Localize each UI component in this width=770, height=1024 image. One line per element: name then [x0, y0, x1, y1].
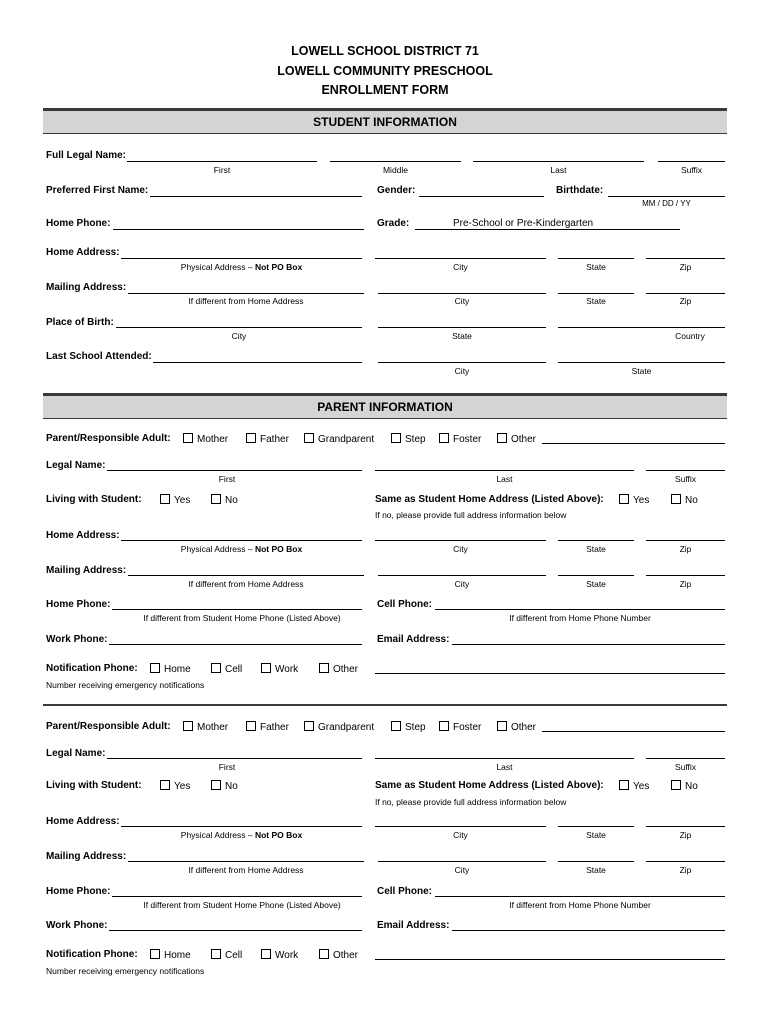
other-relation-field[interactable] [542, 731, 725, 732]
parent2-mailing-address-label: Mailing Address: [46, 851, 127, 862]
if-diff-home-phone-caption: If different from Home Phone Number [509, 900, 651, 910]
physical-address-caption: Physical Address – Not PO Box [180, 830, 303, 840]
living-yes-checkbox[interactable] [160, 780, 170, 790]
same-no-checkbox[interactable] [671, 494, 681, 504]
notify-work-checkbox[interactable] [261, 949, 271, 959]
responsible-adult-label: Parent/Responsible Adult: [46, 721, 171, 732]
student-physical-address-caption: Physical Address – Not PO Box [180, 262, 303, 272]
same-as-student-label: Same as Student Home Address (Listed Above): [375, 494, 604, 505]
preferred-first-name-label: Preferred First Name: [46, 185, 149, 196]
last-school-state-field[interactable] [558, 362, 725, 363]
responsible-adult-label: Parent/Responsible Adult: [46, 433, 171, 444]
last-name-field[interactable] [473, 161, 644, 162]
suffix-field[interactable] [658, 161, 725, 162]
date-format-caption: MM / DD / YY [642, 199, 691, 208]
same-yes-checkbox[interactable] [619, 494, 629, 504]
living-yes-option[interactable]: Yes [160, 494, 190, 506]
first-caption: First [218, 762, 236, 772]
suffix-caption: Suffix [674, 762, 697, 772]
birthdate-label: Birthdate: [556, 185, 604, 196]
other-relation-field[interactable] [542, 443, 725, 444]
parent1-mailing-street-field[interactable] [128, 575, 364, 576]
parent1-mailing-city-field[interactable] [378, 575, 546, 576]
parent-section-title: PARENT INFORMATION [317, 400, 453, 414]
city-caption: City [453, 544, 468, 554]
notification-note: Number receiving emergency notifications [46, 966, 205, 976]
student-mailing-city-field[interactable] [378, 293, 546, 294]
parent1-home-address-label: Home Address: [46, 530, 120, 541]
gender-field[interactable] [419, 196, 544, 197]
parent2-mailing-city-field[interactable] [378, 861, 546, 862]
student-mailing-address-label: Mailing Address: [46, 282, 127, 293]
same-yes-checkbox[interactable] [619, 780, 629, 790]
living-with-student-label: Living with Student: [46, 780, 142, 791]
zip-caption: Zip [679, 262, 692, 272]
place-of-birth-label: Place of Birth: [46, 317, 114, 328]
city-caption: City [454, 579, 470, 589]
notify-cell-option[interactable]: Cell [211, 663, 242, 675]
option-other[interactable]: Other [497, 721, 536, 733]
parent2-email-field[interactable] [452, 930, 725, 931]
student-mailing-street-field[interactable] [128, 293, 364, 294]
school-title: LOWELL COMMUNITY PRESCHOOL [277, 64, 493, 78]
parent2-cell-phone-field[interactable] [435, 896, 725, 897]
physical-address-caption: Physical Address – Not PO Box [180, 544, 303, 554]
zip-caption: Zip [679, 830, 692, 840]
parent1-mailing-address-label: Mailing Address: [46, 565, 127, 576]
student-home-zip-field[interactable] [646, 258, 725, 259]
option-father[interactable]: Father [246, 433, 289, 445]
last-caption: Last [550, 165, 567, 175]
parent1-email-label: Email Address: [377, 634, 450, 645]
foster-checkbox[interactable] [439, 721, 449, 731]
option-grandparent[interactable]: Grandparent [304, 433, 374, 445]
city-caption: City [453, 262, 468, 272]
same-no-option[interactable]: No [671, 494, 698, 506]
district-title: LOWELL SCHOOL DISTRICT 71 [291, 44, 479, 58]
grade-field[interactable] [415, 229, 680, 230]
zip-caption: Zip [679, 579, 692, 589]
notify-other-option[interactable]: Other [319, 663, 358, 675]
same-yes-option[interactable]: Yes [619, 780, 649, 792]
parent1-home-phone-label: Home Phone: [46, 599, 111, 610]
parent1-cell-phone-field[interactable] [435, 609, 725, 610]
same-no-checkbox[interactable] [671, 780, 681, 790]
state-caption: State [586, 296, 606, 306]
zip-caption: Zip [679, 296, 692, 306]
suffix-caption: Suffix [674, 474, 697, 484]
first-caption: First [218, 474, 236, 484]
mother-checkbox[interactable] [183, 433, 193, 443]
parent1-notification-other-field[interactable] [375, 673, 725, 674]
parent2-home-state-field[interactable] [558, 826, 634, 827]
if-different-caption: If different from Home Address [188, 865, 304, 875]
notification-phone-label: Notification Phone: [46, 949, 138, 960]
parent1-home-city-field[interactable] [375, 540, 546, 541]
parent2-cell-phone-label: Cell Phone: [377, 886, 433, 897]
first-name-field[interactable] [127, 161, 317, 162]
if-no-note: If no, please provide full address information below [375, 510, 567, 520]
if-diff-student-phone-caption: If different from Student Home Phone (Listed Above) [143, 613, 341, 623]
option-step[interactable]: Step [391, 721, 426, 733]
parent2-home-address-label: Home Address: [46, 816, 120, 827]
student-home-phone-field[interactable] [113, 229, 364, 230]
state-caption: State [586, 579, 606, 589]
student-section-title: STUDENT INFORMATION [313, 115, 457, 129]
notify-other-option[interactable]: Other [319, 949, 358, 961]
city-caption: City [454, 865, 470, 875]
last-caption: Last [496, 474, 513, 484]
option-mother[interactable]: Mother [183, 721, 228, 733]
if-diff-home-phone-caption: If different from Home Phone Number [509, 613, 651, 623]
parent2-home-phone-label: Home Phone: [46, 886, 111, 897]
parent1-work-phone-field[interactable] [109, 644, 362, 645]
parent2-home-phone-field[interactable] [112, 896, 362, 897]
parent1-mailing-zip-field[interactable] [646, 575, 725, 576]
option-step[interactable]: Step [391, 433, 426, 445]
parent2-suffix-field[interactable] [646, 758, 725, 759]
parent1-home-phone-field[interactable] [112, 609, 362, 610]
student-if-different-caption: If different from Home Address [188, 296, 304, 306]
parent2-work-phone-label: Work Phone: [46, 920, 108, 931]
state-caption: State [586, 865, 606, 875]
parent2-mailing-state-field[interactable] [558, 861, 634, 862]
father-checkbox[interactable] [246, 721, 256, 731]
state-caption: State [452, 331, 472, 341]
birthdate-field[interactable] [608, 196, 725, 197]
notify-home-option[interactable]: Home [150, 949, 191, 961]
grandparent-checkbox[interactable] [304, 433, 314, 443]
city-caption: City [454, 366, 470, 376]
parent1-first-name-field[interactable] [107, 470, 362, 471]
notify-cell-checkbox[interactable] [211, 663, 221, 673]
parent2-home-city-field[interactable] [375, 826, 546, 827]
same-no-option[interactable]: No [671, 780, 698, 792]
state-caption: State [586, 830, 606, 840]
option-foster[interactable]: Foster [439, 721, 481, 733]
parent2-notification-other-field[interactable] [375, 959, 725, 960]
same-as-student-label: Same as Student Home Address (Listed Above): [375, 780, 604, 791]
zip-caption: Zip [679, 865, 692, 875]
same-yes-option[interactable]: Yes [619, 494, 649, 506]
parent1-last-name-field[interactable] [375, 470, 634, 471]
grade-label: Grade: [377, 218, 410, 229]
state-caption: State [586, 544, 606, 554]
student-home-street-field[interactable] [121, 258, 362, 259]
birth-state-field[interactable] [378, 327, 546, 328]
last-school-name-field[interactable] [153, 362, 362, 363]
grandparent-checkbox[interactable] [304, 721, 314, 731]
gender-label: Gender: [377, 185, 416, 196]
zip-caption: Zip [679, 544, 692, 554]
parent1-home-state-field[interactable] [558, 540, 634, 541]
last-school-city-field[interactable] [378, 362, 546, 363]
student-home-address-label: Home Address: [46, 247, 120, 258]
parent2-mailing-street-field[interactable] [128, 861, 364, 862]
parent1-suffix-field[interactable] [646, 470, 725, 471]
notify-work-checkbox[interactable] [261, 663, 271, 673]
city-caption: City [454, 296, 470, 306]
student-mailing-zip-field[interactable] [646, 293, 725, 294]
living-no-option[interactable]: No [211, 780, 238, 792]
parent2-mailing-zip-field[interactable] [646, 861, 725, 862]
option-other[interactable]: Other [497, 433, 536, 445]
parent1-home-street-field[interactable] [121, 540, 362, 541]
if-diff-student-phone-caption: If different from Student Home Phone (Listed Above) [143, 900, 341, 910]
parent1-home-zip-field[interactable] [646, 540, 725, 541]
parent2-first-name-field[interactable] [107, 758, 362, 759]
living-no-option[interactable]: No [211, 494, 238, 506]
notify-home-option[interactable]: Home [150, 663, 191, 675]
form-title: ENROLLMENT FORM [321, 83, 449, 97]
parent2-last-name-field[interactable] [375, 758, 634, 759]
legal-name-label: Legal Name: [46, 460, 106, 471]
legal-name-label: Legal Name: [46, 748, 106, 759]
last-caption: Last [496, 762, 513, 772]
last-school-label: Last School Attended: [46, 351, 152, 362]
first-caption: First [213, 165, 231, 175]
preferred-first-name-field[interactable] [150, 196, 362, 197]
notify-home-checkbox[interactable] [150, 949, 160, 959]
living-no-checkbox[interactable] [211, 780, 221, 790]
living-yes-option[interactable]: Yes [160, 780, 190, 792]
notify-work-option[interactable]: Work [261, 663, 298, 675]
birth-city-field[interactable] [116, 327, 362, 328]
notify-other-checkbox[interactable] [319, 949, 329, 959]
notify-home-checkbox[interactable] [150, 663, 160, 673]
step-checkbox[interactable] [391, 721, 401, 731]
city-caption: City [231, 331, 247, 341]
parent-divider [43, 704, 727, 706]
notify-cell-option[interactable]: Cell [211, 949, 242, 961]
student-section-header [43, 108, 727, 134]
parent2-home-zip-field[interactable] [646, 826, 725, 827]
living-with-student-label: Living with Student: [46, 494, 142, 505]
living-yes-checkbox[interactable] [160, 494, 170, 504]
city-caption: City [453, 830, 468, 840]
if-different-caption: If different from Home Address [188, 579, 304, 589]
parent1-mailing-state-field[interactable] [558, 575, 634, 576]
state-caption: State [586, 262, 606, 272]
other-checkbox[interactable] [497, 433, 507, 443]
country-caption: Country [675, 331, 705, 341]
notification-phone-label: Notification Phone: [46, 663, 138, 674]
student-mailing-state-field[interactable] [558, 293, 634, 294]
parent2-email-label: Email Address: [377, 920, 450, 931]
parent2-home-street-field[interactable] [121, 826, 362, 827]
middle-name-field[interactable] [330, 161, 461, 162]
parent2-work-phone-field[interactable] [109, 930, 362, 931]
parent1-email-field[interactable] [452, 644, 725, 645]
other-checkbox[interactable] [497, 721, 507, 731]
option-foster[interactable]: Foster [439, 433, 481, 445]
student-home-phone-label: Home Phone: [46, 218, 111, 229]
state-caption: State [631, 366, 652, 376]
full-legal-name-label: Full Legal Name: [46, 150, 127, 161]
mother-checkbox[interactable] [183, 721, 193, 731]
option-mother[interactable]: Mother [183, 433, 228, 445]
grade-value: Pre-School or Pre-Kindergarten [453, 218, 594, 229]
option-father[interactable]: Father [246, 721, 289, 733]
notify-cell-checkbox[interactable] [211, 949, 221, 959]
step-checkbox[interactable] [391, 433, 401, 443]
parent1-cell-phone-label: Cell Phone: [377, 599, 433, 610]
student-home-state-field[interactable] [558, 258, 634, 259]
parent1-work-phone-label: Work Phone: [46, 634, 108, 645]
birth-country-field[interactable] [558, 327, 725, 328]
option-grandparent[interactable]: Grandparent [304, 721, 374, 733]
if-no-note: If no, please provide full address information below [375, 797, 567, 807]
living-no-checkbox[interactable] [211, 494, 221, 504]
student-home-city-field[interactable] [375, 258, 546, 259]
parent-section-header [43, 393, 727, 419]
notification-note: Number receiving emergency notifications [46, 680, 205, 690]
middle-caption: Middle [382, 165, 409, 175]
father-checkbox[interactable] [246, 433, 256, 443]
foster-checkbox[interactable] [439, 433, 449, 443]
suffix-caption: Suffix [680, 165, 703, 175]
notify-other-checkbox[interactable] [319, 663, 329, 673]
notify-work-option[interactable]: Work [261, 949, 298, 961]
